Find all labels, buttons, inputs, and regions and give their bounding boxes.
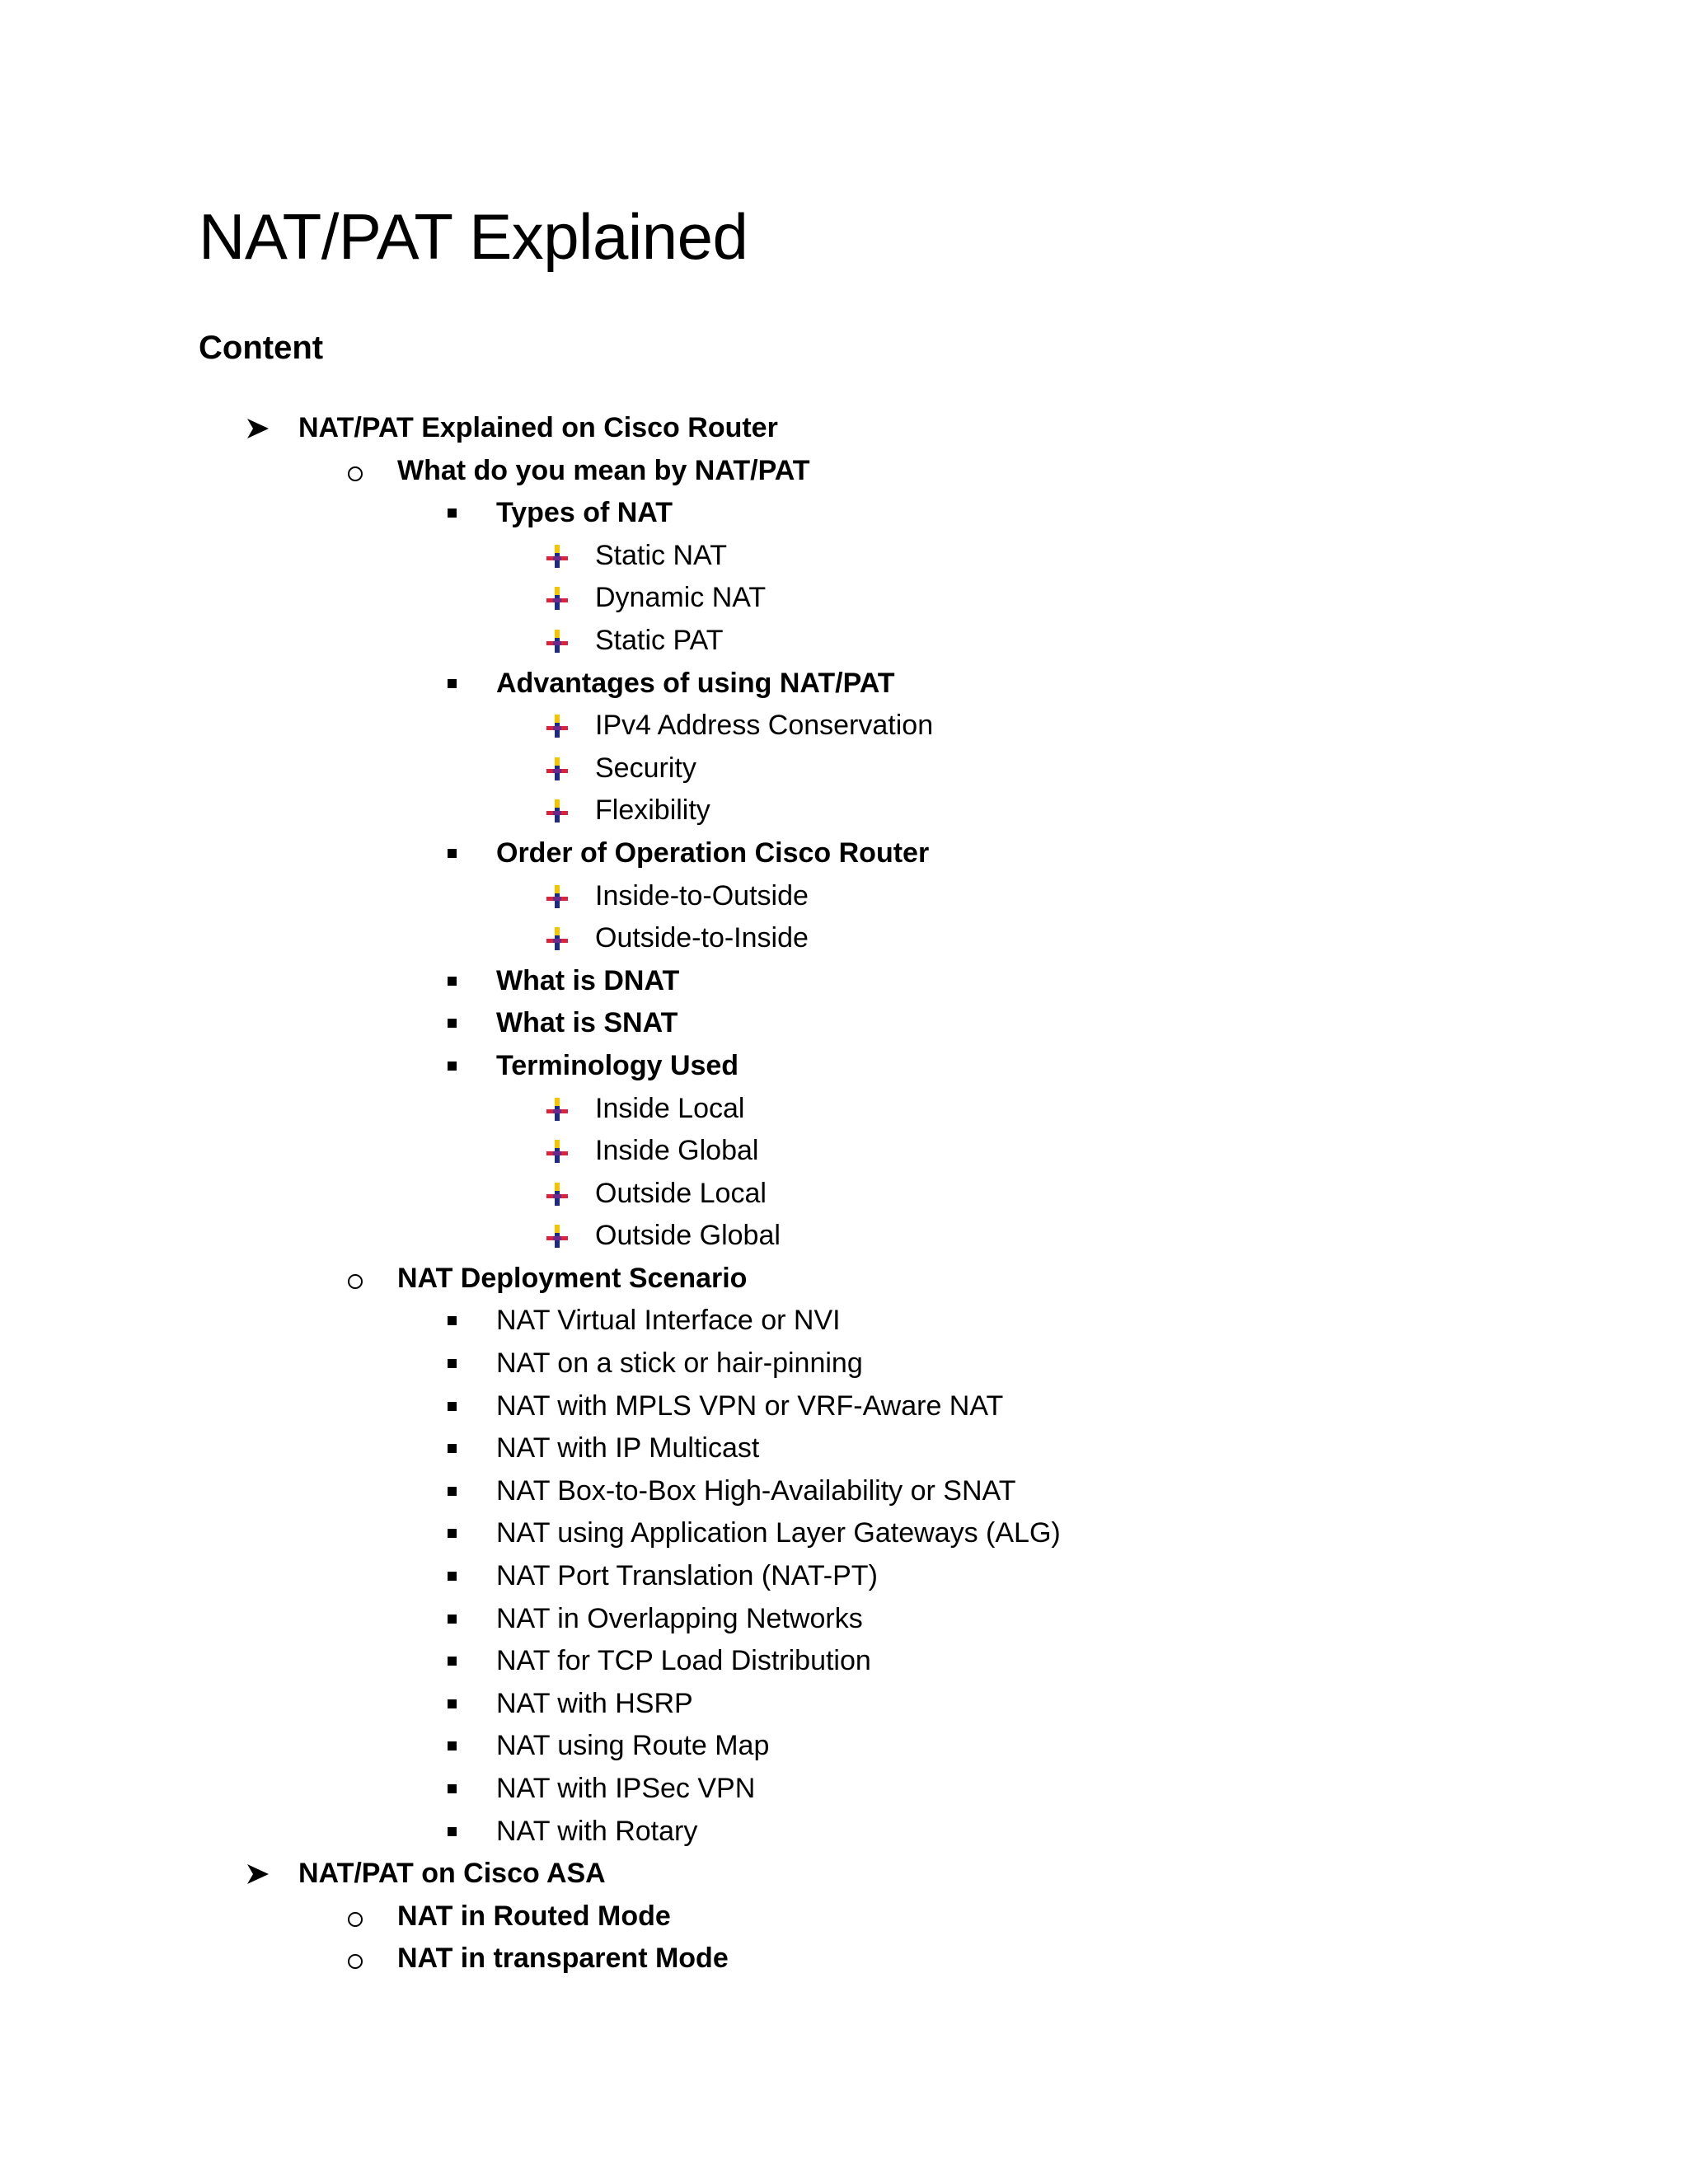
outline-item-label: Static NAT bbox=[595, 539, 727, 571]
outline-item-label: Order of Operation Cisco Router bbox=[496, 837, 930, 869]
outline-item-level-3 bbox=[0, 832, 1688, 875]
outline-item-level-3 bbox=[0, 1300, 1688, 1343]
outline-item-level-3 bbox=[0, 1385, 1688, 1428]
outline-item-level-4 bbox=[0, 1130, 1688, 1173]
outline-item-level-4 bbox=[0, 917, 1688, 960]
table-of-contents-outline bbox=[0, 407, 1688, 1980]
outline-item-level-2 bbox=[0, 1938, 1688, 1980]
outline-item-label: NAT with HSRP bbox=[496, 1687, 693, 1719]
outline-item-level-3 bbox=[0, 1555, 1688, 1598]
outline-item-label: Inside Global bbox=[595, 1135, 759, 1167]
outline-item-level-3 bbox=[0, 1002, 1688, 1045]
content-heading: Content bbox=[199, 330, 324, 366]
outline-item-level-4 bbox=[0, 1088, 1688, 1131]
outline-item-level-4 bbox=[0, 705, 1688, 748]
outline-item-label: NAT with MPLS VPN or VRF-Aware NAT bbox=[496, 1390, 1004, 1422]
outline-item-label: NAT using Application Layer Gateways (ALG) bbox=[496, 1517, 1061, 1549]
outline-item-label: NAT Box-to-Box High-Availability or SNAT bbox=[496, 1474, 1016, 1507]
outline-item-level-4 bbox=[0, 748, 1688, 790]
outline-item-level-3 bbox=[0, 960, 1688, 1003]
outline-item-label: NAT on a stick or hair-pinning bbox=[496, 1347, 863, 1380]
outline-item-level-3 bbox=[0, 1598, 1688, 1641]
outline-item-label: NAT/PAT Explained on Cisco Router bbox=[298, 412, 778, 443]
outline-item-label: Outside Global bbox=[595, 1220, 781, 1252]
outline-item-level-4 bbox=[0, 1215, 1688, 1258]
outline-item-label: Inside Local bbox=[595, 1092, 745, 1124]
outline-item-label: NAT Port Translation (NAT-PT) bbox=[496, 1560, 878, 1592]
outline-item-label: Dynamic NAT bbox=[595, 582, 767, 614]
outline-item-label: IPv4 Address Conservation bbox=[595, 710, 934, 742]
outline-item-level-3 bbox=[0, 1640, 1688, 1683]
outline-item-label: NAT with Rotary bbox=[496, 1815, 698, 1847]
outline-item-label: Static PAT bbox=[595, 624, 724, 656]
outline-item-label: Advantages of using NAT/PAT bbox=[496, 667, 895, 699]
outline-item-label: NAT in Overlapping Networks bbox=[496, 1602, 863, 1634]
document-title: NAT/PAT Explained bbox=[199, 200, 748, 273]
outline-item-label: NAT Deployment Scenario bbox=[397, 1262, 748, 1294]
outline-item-label: NAT/PAT on Cisco ASA bbox=[298, 1858, 606, 1890]
outline-item-level-3 bbox=[0, 663, 1688, 705]
outline-item-label: What is DNAT bbox=[496, 964, 680, 996]
outline-item-level-3 bbox=[0, 1725, 1688, 1768]
outline-item-level-1 bbox=[0, 1853, 1688, 1896]
outline-item-label: Outside-to-Inside bbox=[595, 922, 809, 954]
outline-item-label: Inside-to-Outside bbox=[595, 879, 809, 912]
outline-item-level-4 bbox=[0, 875, 1688, 918]
outline-item-label: Outside Local bbox=[595, 1177, 767, 1209]
outline-item-level-2 bbox=[0, 1258, 1688, 1301]
outline-item-label: NAT using Route Map bbox=[496, 1730, 770, 1762]
outline-item-level-3 bbox=[0, 1343, 1688, 1385]
outline-item-level-4 bbox=[0, 620, 1688, 663]
outline-item-level-3 bbox=[0, 1811, 1688, 1854]
outline-item-level-3 bbox=[0, 1045, 1688, 1088]
outline-item-level-3 bbox=[0, 1512, 1688, 1555]
outline-item-level-3 bbox=[0, 1470, 1688, 1513]
outline-item-level-1 bbox=[0, 407, 1688, 450]
outline-item-level-4 bbox=[0, 577, 1688, 620]
outline-item-label: Terminology Used bbox=[496, 1049, 739, 1081]
outline-item-label: Types of NAT bbox=[496, 497, 673, 529]
outline-item-label: NAT with IP Multicast bbox=[496, 1432, 760, 1465]
outline-item-level-2 bbox=[0, 450, 1688, 493]
outline-item-level-3 bbox=[0, 1683, 1688, 1726]
outline-item-label: What is SNAT bbox=[496, 1007, 678, 1039]
outline-item-label: Security bbox=[595, 752, 696, 784]
outline-item-level-3 bbox=[0, 1427, 1688, 1470]
outline-item-label: NAT for TCP Load Distribution bbox=[496, 1645, 871, 1677]
outline-item-label: NAT in transparent Mode bbox=[397, 1943, 729, 1975]
outline-item-label: Flexibility bbox=[595, 794, 710, 827]
outline-item-level-3 bbox=[0, 492, 1688, 535]
outline-item-label: What do you mean by NAT/PAT bbox=[397, 454, 810, 486]
outline-item-level-4 bbox=[0, 535, 1688, 578]
outline-item-label: NAT in Routed Mode bbox=[397, 1900, 671, 1932]
outline-item-level-4 bbox=[0, 790, 1688, 832]
outline-item-label: NAT with IPSec VPN bbox=[496, 1773, 756, 1804]
outline-item-label: NAT Virtual Interface or NVI bbox=[496, 1305, 841, 1337]
outline-item-level-4 bbox=[0, 1173, 1688, 1216]
outline-item-level-3 bbox=[0, 1768, 1688, 1811]
outline-item-level-2 bbox=[0, 1896, 1688, 1938]
